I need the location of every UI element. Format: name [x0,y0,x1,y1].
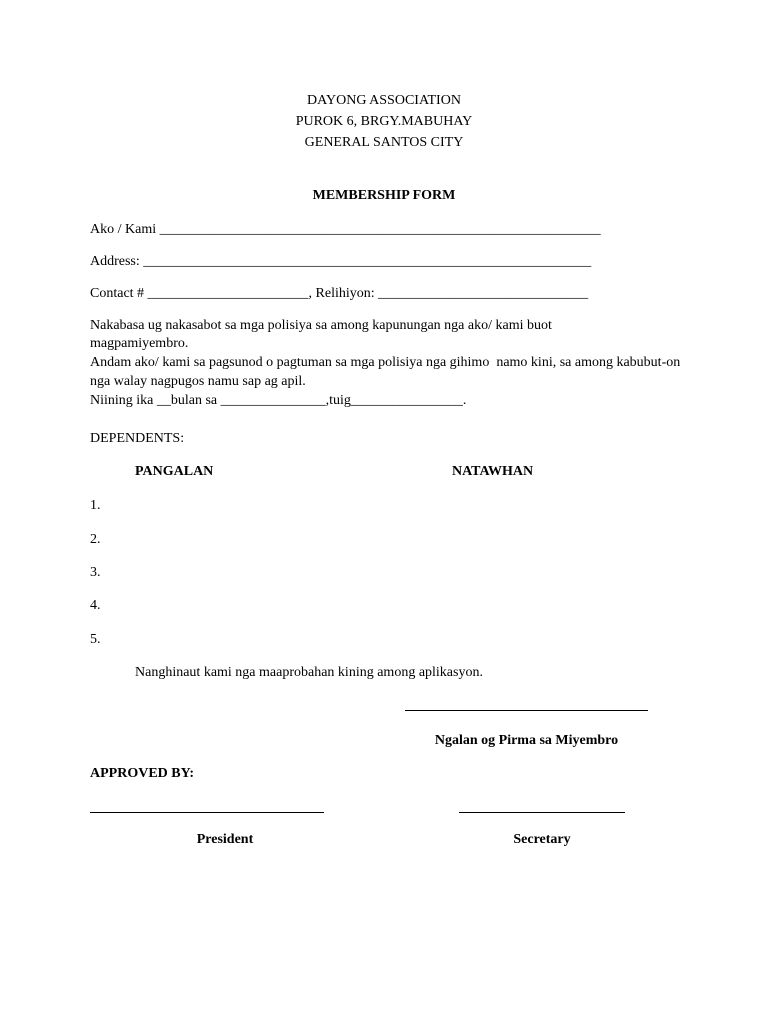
statement-line-1: Nakabasa ug nakasabot sa mga polisiya sa among kapunungan nga ako/ kami buot [90,318,552,333]
statement-line-3: Andam ako/ kami sa pagsunod o pagtuman sa mga polisiya nga gihimo namo kini, sa among kabubut-on [90,355,681,370]
member-signature-label: Ngalan og Pirma sa Miyembro [434,733,619,748]
column-header-name: PANGALAN [135,464,214,479]
closing-statement: Nanghinaut kami nga maaprobahan kining among aplikasyon. [135,665,483,680]
form-title: MEMBERSHIP FORM [312,188,456,203]
dependent-row: 4. [90,598,101,613]
name-field-line: Ako / Kami _______________________________________________________________ [90,222,601,237]
dependent-row: 3. [90,565,101,580]
member-signature-line [405,710,648,711]
org-name: DAYONG ASSOCIATION [307,93,461,108]
statement-line-2: magpamiyembro. [90,336,189,351]
statement-line-4: nga walay nagpugos namu sap ag apil. [90,374,306,389]
address-field-line: Address: ________________________________________________________________ [90,254,592,269]
dependents-heading: DEPENDENTS: [90,431,185,446]
approved-by-heading: APPROVED BY: [90,766,195,781]
org-city: GENERAL SANTOS CITY [304,135,464,150]
secretary-label: Secretary [513,832,571,847]
contact-religion-field-line: Contact # _______________________, Relihiyon: ______________________________ [90,286,589,301]
dependent-row: 2. [90,532,101,547]
secretary-signature-line [459,812,625,813]
president-label: President [196,832,254,847]
dependent-row: 1. [90,498,101,513]
date-line: Niining ika __bulan sa _______________,tuig________________. [90,393,467,408]
dependent-row: 5. [90,632,101,647]
president-signature-line [90,812,324,813]
org-address: PUROK 6, BRGY.MABUHAY [295,114,473,129]
column-header-birth: NATAWHAN [452,464,534,479]
